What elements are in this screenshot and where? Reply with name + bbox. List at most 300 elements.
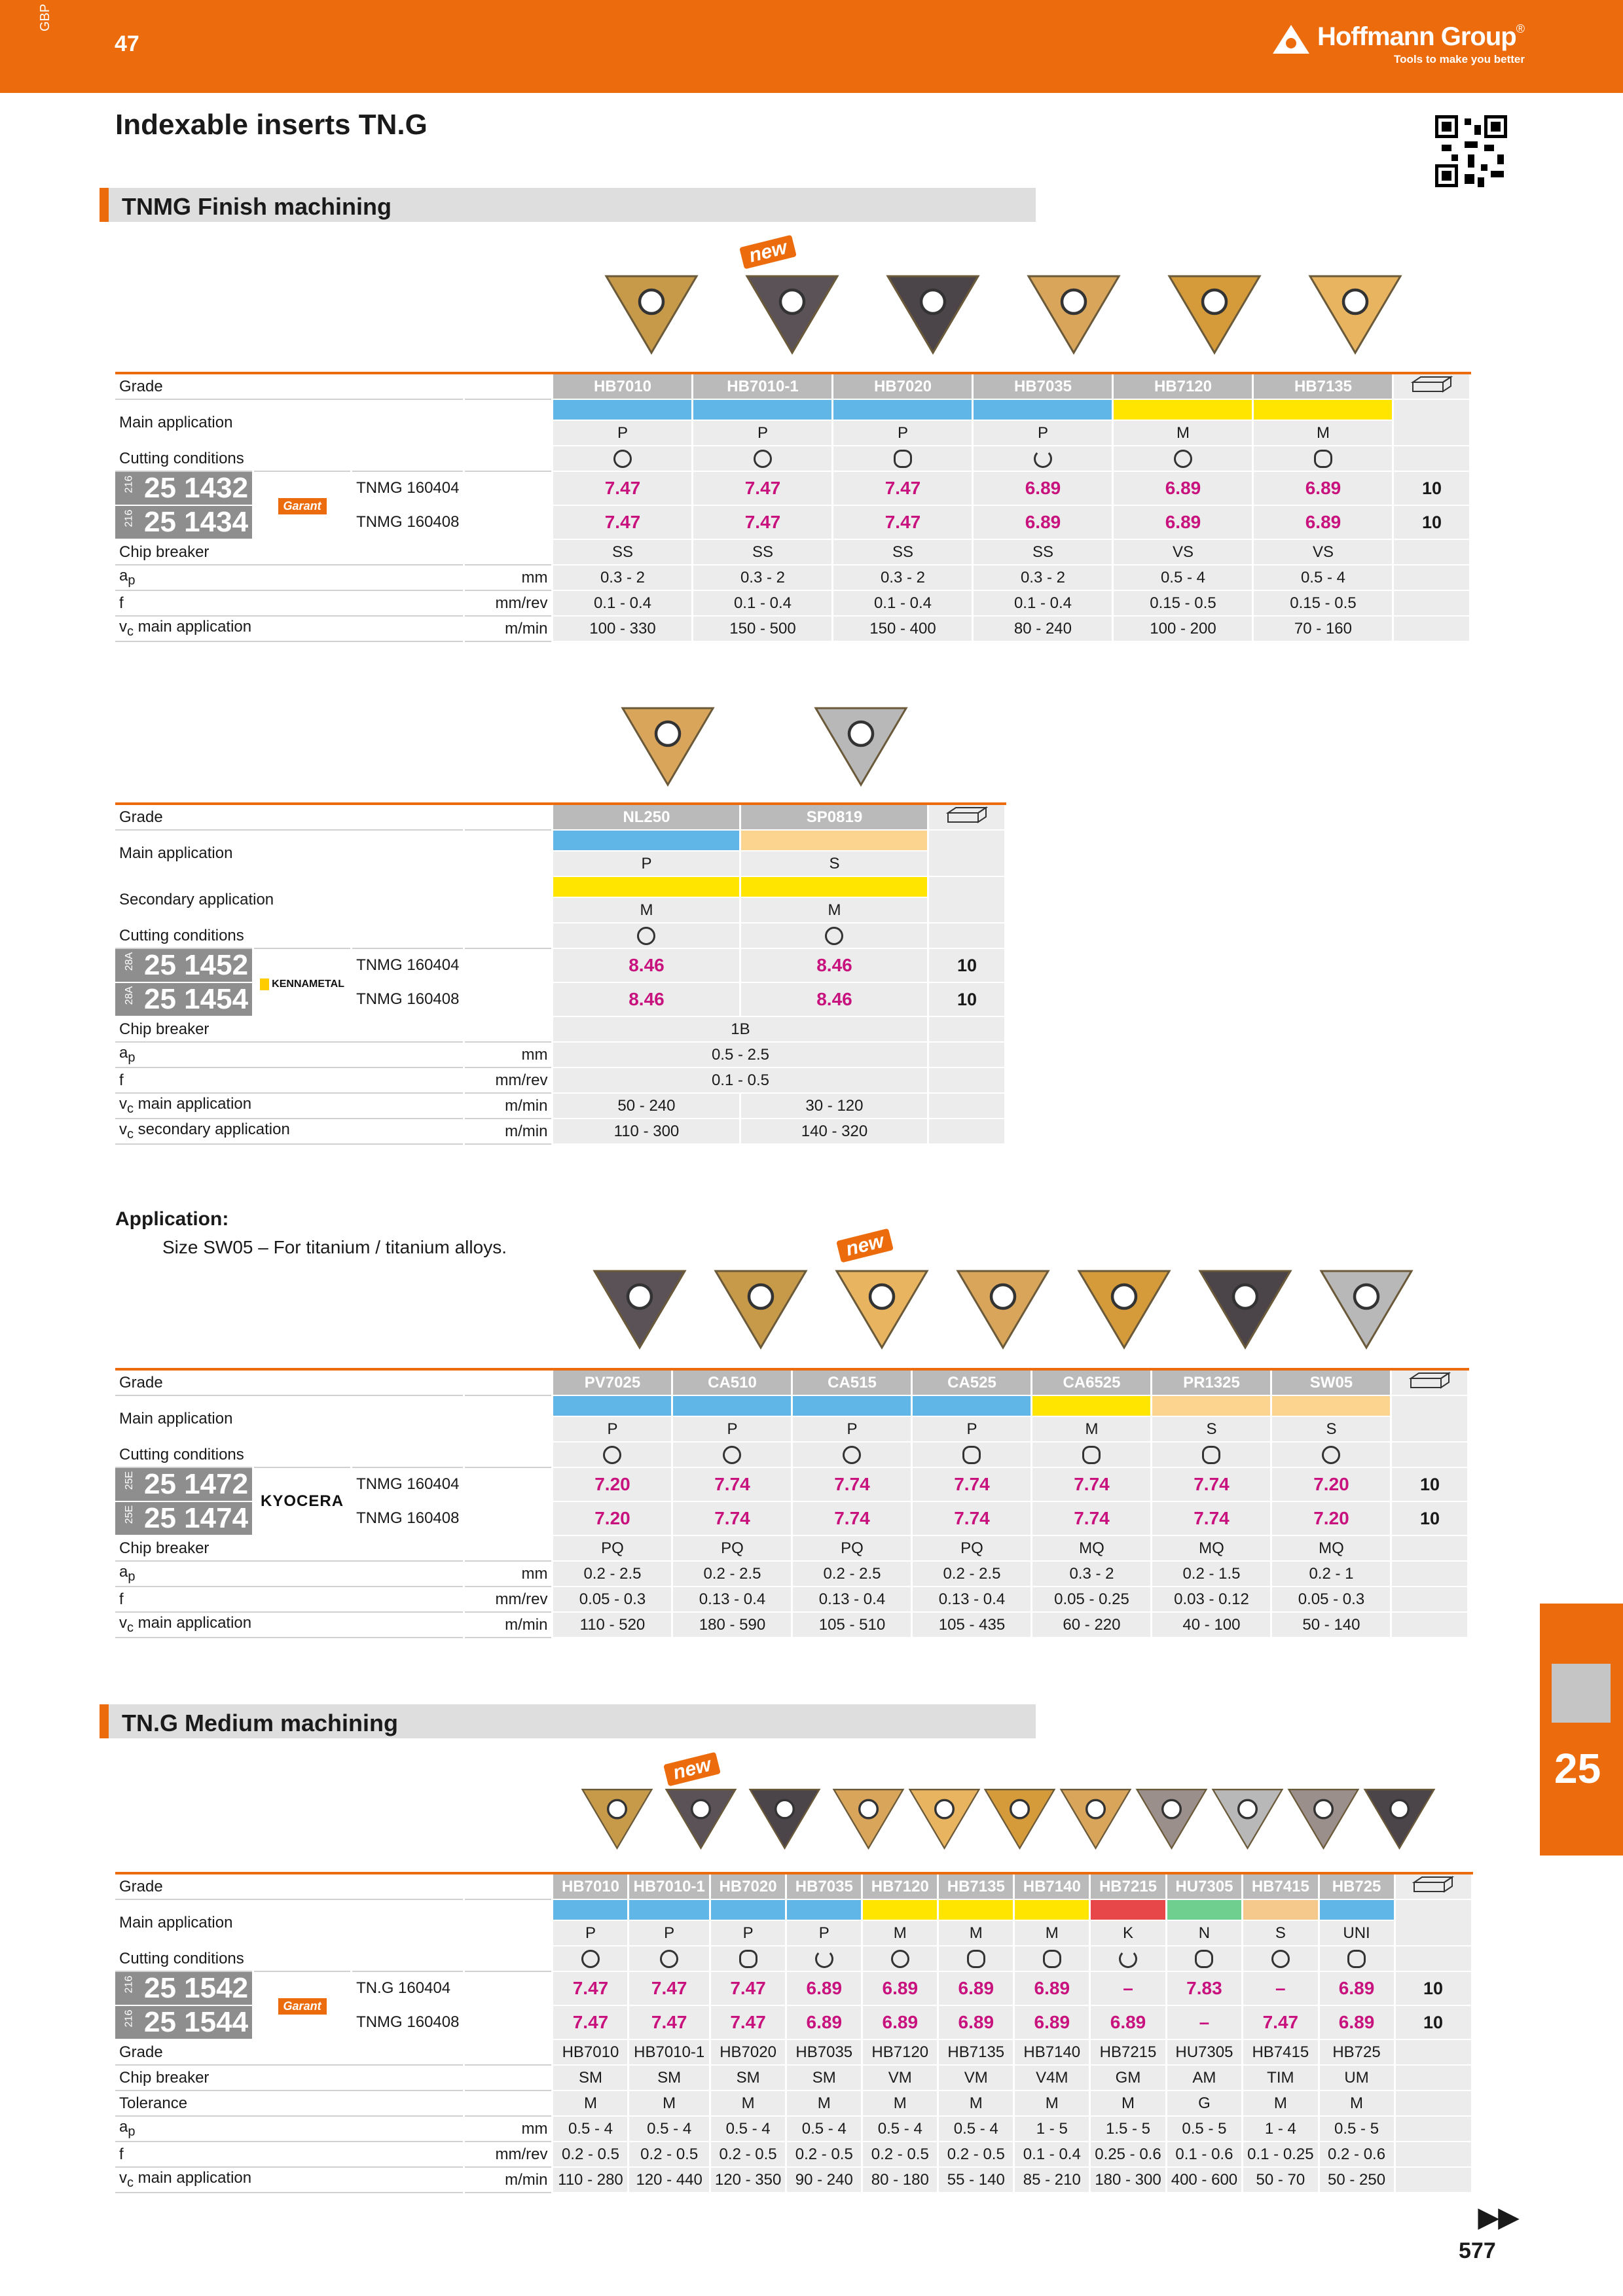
section-heading-medium: TN.G Medium machining [100,1704,1036,1738]
row-label: $v_c$ main application [115,1093,464,1119]
price: 6.89 [1253,471,1393,505]
table-row [115,1946,1472,1971]
spec-value: 100 - 200 [1113,616,1253,641]
company-name: Hoffmann Group [1317,22,1516,51]
spec-value: PQ [553,1535,672,1561]
article-prefix: 216 [123,1975,135,1994]
spec-value: HB7140 [1014,2039,1090,2065]
spec-value: PQ [912,1535,1032,1561]
insert-image [743,268,841,357]
row-label: f [115,2142,464,2167]
row-label: Main application [115,830,553,876]
spec-value: SS [833,539,973,565]
brand-logo [253,1971,352,2039]
price: 6.89 [1090,2005,1166,2039]
cutting-condition [1113,446,1253,471]
logo-mark-icon [1271,24,1311,55]
cutting-condition [1152,1442,1271,1467]
price: 6.89 [1253,505,1393,539]
application-text: Size SW05 – For titanium / titanium alloys. [162,1237,507,1257]
article-row[interactable] [115,1467,1468,1501]
empty-cell [464,505,553,539]
row-label: $v_c$ secondary application [115,1119,464,1144]
spec-value: 120 - 350 [710,2167,786,2193]
price: 7.74 [1152,1501,1271,1535]
unit-label [464,2039,553,2065]
spec-value: HB7035 [786,2039,862,2065]
grade-header: CA510 [672,1369,792,1395]
cutting-condition [1319,1946,1395,1971]
empty-cell [1391,1395,1468,1442]
empty-cell [1395,2167,1472,2193]
spec-value: SM [786,2065,862,2090]
price: 7.74 [792,1501,912,1535]
application-color [553,1899,629,1920]
article-number-text: 25 1452 [144,949,249,981]
cutting-condition [1253,446,1393,471]
table-row [115,2142,1472,2167]
row-label: f [115,1067,464,1093]
insert-image [907,1784,982,1852]
spec-value: 0.5 - 2.5 [553,1042,928,1067]
spec-value: 0.3 - 2 [973,565,1113,590]
application-color [973,399,1113,420]
spec-value: 0.15 - 0.5 [1113,590,1253,616]
application-code: P [672,1416,792,1442]
package-icon [1410,1874,1456,1894]
price: – [1243,1971,1319,2005]
insert-image [1196,1263,1294,1352]
new-badge: new [836,1229,894,1263]
pack-quantity: 10 [1395,2005,1472,2039]
spec-value: 105 - 435 [912,1612,1032,1638]
spec-value: 120 - 440 [629,2167,710,2193]
spec-value: M [1014,2090,1090,2116]
application-code: P [553,1920,629,1946]
country-tag: GBP [38,3,52,31]
price: 6.89 [1014,2005,1090,2039]
spec-value: SS [693,539,833,565]
cutting-condition [973,446,1113,471]
spec-value: M [938,2090,1014,2116]
unit-label [464,2065,553,2090]
table-row [115,2090,1472,2116]
footer-page-number: 577 [1459,2238,1496,2263]
price: 7.47 [629,2005,710,2039]
spec-value: GM [1090,2065,1166,2090]
cutting-condition [553,446,693,471]
insert-image [591,1263,689,1352]
unit-label: m/min [464,2167,553,2193]
application-color [629,1899,710,1920]
application-color [1014,1899,1090,1920]
spec-value: 0.3 - 2 [1032,1561,1152,1587]
package-cell [928,804,1006,830]
row-label: $a_p$ [115,565,464,590]
row-label: Chip breaker [115,1535,464,1561]
application-code: P [973,420,1113,446]
spec-value: SM [710,2065,786,2090]
cutting-condition [786,1946,862,1971]
price: 7.47 [710,2005,786,2039]
insert-image [1362,1784,1437,1852]
empty-cell [1395,1899,1472,1946]
row-label: Main application [115,399,553,446]
brand-logo-label: KENNAMETAL [260,978,344,990]
spec-value: SS [553,539,693,565]
table-row [115,2065,1472,2090]
article-row[interactable] [115,948,1006,982]
article-row[interactable] [115,1971,1472,2005]
spec-value: 0.05 - 0.25 [1032,1587,1152,1612]
spec-value: 0.5 - 4 [938,2116,1014,2142]
unit-label: mm/rev [464,1067,553,1093]
spec-value: VM [862,2065,938,2090]
unit-label [464,804,553,830]
table-row [115,1042,1006,1067]
spec-value: 0.13 - 0.4 [672,1587,792,1612]
spec-value: 150 - 400 [833,616,973,641]
cutting-condition [1166,1946,1242,1971]
qr-code-icon [1435,115,1507,187]
subscript: p [128,1050,136,1065]
spec-value: 1 - 4 [1243,2116,1319,2142]
table-row [115,1873,1472,1899]
insert-image [1165,268,1264,357]
spec-value: 55 - 140 [938,2167,1014,2193]
row-label: $a_p$ [115,2116,464,2142]
grade-header: HB725 [1319,1873,1395,1899]
grade-header: HB7140 [1014,1873,1090,1899]
cutting-condition [1032,1442,1152,1467]
insert-image [1058,1784,1133,1852]
empty-cell [1395,2039,1472,2065]
spec-value: 0.2 - 2.5 [672,1561,792,1587]
spec-value: 0.5 - 4 [553,2116,629,2142]
grade-header: HB7120 [1113,373,1253,399]
brand-logo [253,471,352,539]
spec-value: 0.2 - 2.5 [912,1561,1032,1587]
price: 7.47 [710,1971,786,2005]
empty-cell [928,1119,1006,1144]
brand-logo-label: Garant [278,1998,327,2015]
spec-value: 90 - 240 [786,2167,862,2193]
spec-value: UM [1319,2065,1395,2090]
article-designation: TNMG 160404 [352,948,464,982]
application-color [1152,1395,1271,1416]
package-cell [1395,1873,1472,1899]
unit-label: m/min [464,1119,553,1144]
table-row [115,1016,1006,1042]
spec-value: 30 - 120 [740,1093,928,1119]
color-row [115,876,1006,897]
application-color [672,1395,792,1416]
subscript: c [127,1126,134,1141]
spec-value: 0.5 - 4 [1113,565,1253,590]
application-color [862,1899,938,1920]
price: 7.47 [833,505,973,539]
row-label: Grade [115,1873,464,1899]
unit-label [464,373,553,399]
row-label: $v_c$ main application [115,616,464,641]
row-label: Cutting conditions [115,923,464,948]
spec-value: 0.1 - 0.25 [1243,2142,1319,2167]
empty-cell [1391,1535,1468,1561]
spec-value: 0.1 - 0.4 [833,590,973,616]
row-label: Main application [115,1395,553,1442]
price: 8.46 [740,982,928,1016]
spec-value: 110 - 300 [553,1119,740,1144]
price: 6.89 [973,471,1113,505]
application-code: S [1243,1920,1319,1946]
insert-image [1306,268,1404,357]
price: 7.74 [912,1501,1032,1535]
empty-cell [1395,2090,1472,2116]
unit-label [464,1946,553,1971]
spec-value: 0.2 - 0.5 [786,2142,862,2167]
spec-value: 50 - 240 [553,1093,740,1119]
empty-cell [1395,2142,1472,2167]
article-number [115,2005,253,2039]
next-page-arrows-icon[interactable]: ▶▶ [1478,2203,1519,2232]
spec-value: M [553,2090,629,2116]
article-number-text: 25 1474 [144,1502,249,1534]
application-code: UNI [1319,1920,1395,1946]
pack-quantity: 10 [1391,1501,1468,1535]
spec-value: 0.5 - 4 [786,2116,862,2142]
empty-cell [1393,539,1470,565]
application-code: S [1271,1416,1391,1442]
subscript: p [128,573,136,588]
subscript: c [127,1620,134,1635]
empty-cell [928,1067,1006,1093]
application-color [693,399,833,420]
spec-value: 0.15 - 0.5 [1253,590,1393,616]
spec-value: 0.25 - 0.6 [1090,2142,1166,2167]
spec-value: HB7120 [862,2039,938,2065]
article-designation: TNMG 160404 [352,471,464,505]
article-row[interactable] [115,982,1006,1016]
insert-image [831,1784,906,1852]
article-number-text: 25 1542 [144,1972,249,2004]
spec-value: 0.5 - 5 [1166,2116,1242,2142]
application-code: P [786,1920,862,1946]
grade-header: HB7035 [786,1873,862,1899]
table-row [115,539,1470,565]
empty-cell [1395,2116,1472,2142]
table-row [115,1369,1468,1395]
application-color [1319,1899,1395,1920]
spec-value: 0.2 - 0.5 [862,2142,938,2167]
pack-quantity: 10 [1393,471,1470,505]
article-prefix: 216 [123,475,135,493]
row-label: Chip breaker [115,539,464,565]
price: 7.74 [672,1501,792,1535]
insert-image [1025,268,1123,357]
price: 7.47 [553,2005,629,2039]
article-prefix: 216 [123,509,135,528]
spec-value: 0.2 - 0.5 [710,2142,786,2167]
article-designation: TNMG 160408 [352,2005,464,2039]
chapter-tab[interactable] [1540,1604,1623,1856]
spec-value: V4M [1014,2065,1090,2090]
catalog-page-number: 47 [115,31,139,56]
application-code: P [792,1416,912,1442]
price: 7.47 [629,1971,710,2005]
page-header [0,0,1623,93]
price: 7.20 [553,1467,672,1501]
price: – [1090,1971,1166,2005]
spec-value: 0.3 - 2 [553,565,693,590]
grade-header: HB7020 [710,1873,786,1899]
row-label: Grade [115,1369,464,1395]
table-row [115,590,1470,616]
price: 7.74 [792,1467,912,1501]
application-code: M [1253,420,1393,446]
empty-cell [464,471,553,505]
price: 7.47 [833,471,973,505]
spec-value: MQ [1032,1535,1152,1561]
grade-header: HB7035 [973,373,1113,399]
spec-value: HB725 [1319,2039,1395,2065]
empty-cell [928,1016,1006,1042]
package-icon [944,805,990,825]
spec-value: TIM [1243,2065,1319,2090]
row-label: $v_c$ main application [115,1612,464,1638]
article-designation: TNMG 160408 [352,982,464,1016]
row-label: Cutting conditions [115,1442,464,1467]
page-title: Indexable inserts TN.G [115,109,428,141]
insert-image [812,700,910,789]
row-label: f [115,590,464,616]
application-color [553,399,693,420]
spec-value: 150 - 500 [693,616,833,641]
spec-value: 80 - 180 [862,2167,938,2193]
cutting-condition [693,446,833,471]
grade-header: HB7415 [1243,1873,1319,1899]
brand-logo [253,1467,352,1535]
empty-cell [464,2005,553,2039]
article-prefix: 216 [123,2009,135,2028]
slogan: Tools to make you better [1394,53,1525,65]
table-row [115,923,1006,948]
spec-value: 40 - 100 [1152,1612,1271,1638]
grade-header: SP0819 [740,804,928,830]
article-designation: TNMG 160408 [352,1501,464,1535]
trademark: ® [1516,22,1525,35]
row-label: Secondary application [115,876,553,923]
unit-label: mm/rev [464,2142,553,2167]
price: 6.89 [862,2005,938,2039]
cutting-condition [938,1946,1014,1971]
empty-cell [464,948,553,982]
application-color [786,1899,862,1920]
table-row [115,1535,1468,1561]
pack-quantity: 10 [928,982,1006,1016]
unit-label [464,1016,553,1042]
cutting-condition [833,446,973,471]
table-row [115,2039,1472,2065]
spec-value: M [786,2090,862,2116]
cutting-condition [553,1442,672,1467]
empty-cell [1393,565,1470,590]
application-code: P [629,1920,710,1946]
article-number [115,471,253,505]
application-color [1271,1395,1391,1416]
unit-label [464,1873,553,1899]
cutting-condition [1271,1442,1391,1467]
spec-value: HB7010 [553,2039,629,2065]
spec-value: 0.2 - 0.6 [1319,2142,1395,2167]
application-color [1032,1395,1152,1416]
table-row [115,2116,1472,2142]
spec-value: 50 - 70 [1243,2167,1319,2193]
price: 7.74 [912,1467,1032,1501]
application-code: M [938,1920,1014,1946]
application-color [1090,1899,1166,1920]
table-row [115,1093,1006,1119]
unit-label: m/min [464,1612,553,1638]
insert-image [1210,1784,1285,1852]
spec-value: 0.05 - 0.3 [553,1587,672,1612]
application-color [553,876,740,897]
row-label: Grade [115,804,464,830]
empty-cell [1393,616,1470,641]
spec-value: 180 - 300 [1090,2167,1166,2193]
pack-quantity: 10 [1393,505,1470,539]
cutting-condition [553,923,740,948]
price: 6.89 [938,1971,1014,2005]
pack-quantity: 10 [1395,1971,1472,2005]
application-color [710,1899,786,1920]
brand-logo-label: Garant [278,498,327,514]
spec-value: 0.1 - 0.6 [1166,2142,1242,2167]
spec-value: HB7215 [1090,2039,1166,2065]
row-label: $a_p$ [115,1042,464,1067]
table-row [115,1067,1006,1093]
grade-header: HB7215 [1090,1873,1166,1899]
insert-image [884,268,982,357]
unit-label: m/min [464,616,553,641]
spec-value: PQ [672,1535,792,1561]
article-prefix: 25E [124,1471,136,1490]
spec-value: 0.1 - 0.4 [693,590,833,616]
spec-value: 70 - 160 [1253,616,1393,641]
application-color [1243,1899,1319,1920]
cutting-condition [1090,1946,1166,1971]
spec-value: HB7135 [938,2039,1014,2065]
unit-label: mm [464,1561,553,1587]
turning-insert-icon [1552,1664,1611,1723]
application-code: P [833,420,973,446]
grade-header: CA515 [792,1369,912,1395]
unit-label [464,446,553,471]
price: 6.89 [1113,505,1253,539]
empty-cell [464,1501,553,1535]
article-row[interactable] [115,471,1470,505]
price: 6.89 [1014,1971,1090,2005]
package-cell [1393,373,1470,399]
spec-value: 0.3 - 2 [693,565,833,590]
application-color [938,1899,1014,1920]
spec-value: HB7415 [1243,2039,1319,2065]
spec-value: G [1166,2090,1242,2116]
spec-value: 0.5 - 5 [1319,2116,1395,2142]
spec-value: 0.5 - 4 [710,2116,786,2142]
pack-quantity: 10 [928,948,1006,982]
price: 6.89 [1113,471,1253,505]
spec-value: 0.1 - 0.4 [973,590,1113,616]
